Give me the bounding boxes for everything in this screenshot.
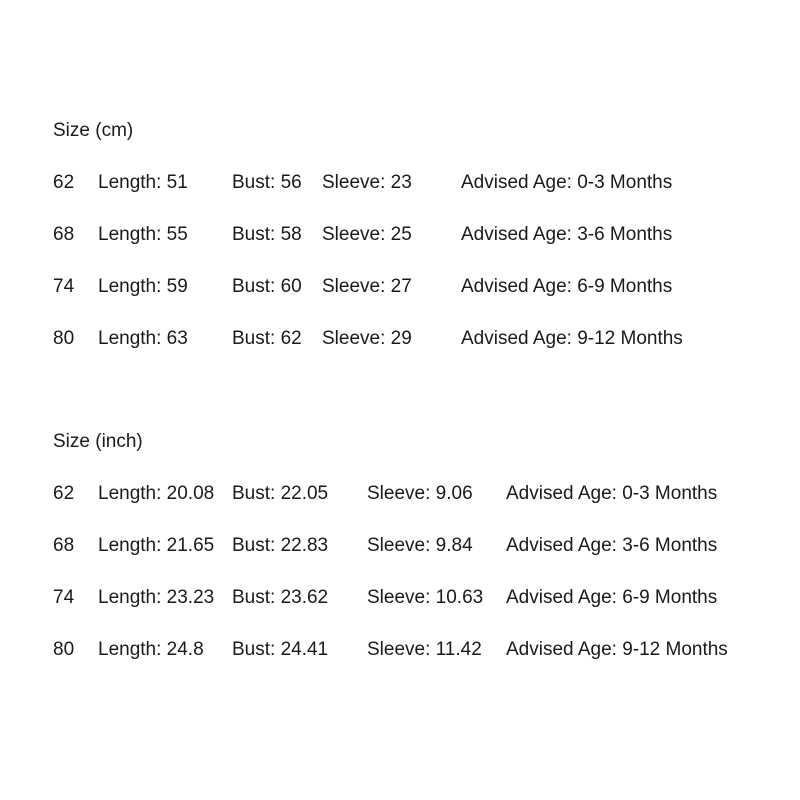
length-value: Length: 55 bbox=[98, 224, 188, 245]
sleeve-value: Sleeve: 9.84 bbox=[367, 535, 473, 556]
advised-age-value: Advised Age: 6-9 Months bbox=[461, 276, 673, 297]
table-row bbox=[0, 172, 800, 196]
size-value: 68 bbox=[53, 535, 75, 556]
advised-age-value: Advised Age: 3-6 Months bbox=[461, 224, 673, 245]
table-row bbox=[0, 276, 800, 300]
inch-table-title: Size (inch) bbox=[53, 431, 143, 452]
advised-age-value: Advised Age: 6-9 Months bbox=[506, 587, 718, 608]
cm-table-title: Size (cm) bbox=[53, 120, 134, 141]
bust-value: Bust: 60 bbox=[232, 276, 302, 297]
advised-age-value: Advised Age: 9-12 Months bbox=[506, 639, 728, 660]
advised-age-value: Advised Age: 0-3 Months bbox=[461, 172, 673, 193]
size-value: 74 bbox=[53, 587, 75, 608]
length-value: Length: 51 bbox=[98, 172, 188, 193]
table-row bbox=[0, 535, 800, 559]
sleeve-value: Sleeve: 11.42 bbox=[367, 639, 482, 660]
table-row bbox=[0, 328, 800, 352]
sleeve-value: Sleeve: 29 bbox=[322, 328, 412, 349]
length-value: Length: 23.23 bbox=[98, 587, 215, 608]
length-value: Length: 59 bbox=[98, 276, 188, 297]
sleeve-value: Sleeve: 27 bbox=[322, 276, 412, 297]
size-value: 74 bbox=[53, 276, 75, 297]
advised-age-value: Advised Age: 3-6 Months bbox=[506, 535, 718, 556]
bust-value: Bust: 56 bbox=[232, 172, 302, 193]
sleeve-value: Sleeve: 25 bbox=[322, 224, 412, 245]
table-row bbox=[0, 639, 800, 663]
advised-age-value: Advised Age: 0-3 Months bbox=[506, 483, 718, 504]
bust-value: Bust: 23.62 bbox=[232, 587, 329, 608]
size-value: 80 bbox=[53, 328, 75, 349]
length-value: Length: 63 bbox=[98, 328, 188, 349]
sleeve-value: Sleeve: 23 bbox=[322, 172, 412, 193]
size-value: 62 bbox=[53, 483, 75, 504]
sleeve-value: Sleeve: 10.63 bbox=[367, 587, 484, 608]
bust-value: Bust: 22.05 bbox=[232, 483, 329, 504]
sleeve-value: Sleeve: 9.06 bbox=[367, 483, 473, 504]
bust-value: Bust: 22.83 bbox=[232, 535, 329, 556]
table-row bbox=[0, 224, 800, 248]
size-value: 62 bbox=[53, 172, 75, 193]
table-row bbox=[0, 483, 800, 507]
size-value: 68 bbox=[53, 224, 75, 245]
size-value: 80 bbox=[53, 639, 75, 660]
length-value: Length: 24.8 bbox=[98, 639, 204, 660]
bust-value: Bust: 24.41 bbox=[232, 639, 329, 660]
advised-age-value: Advised Age: 9-12 Months bbox=[461, 328, 683, 349]
bust-value: Bust: 58 bbox=[232, 224, 302, 245]
length-value: Length: 21.65 bbox=[98, 535, 215, 556]
length-value: Length: 20.08 bbox=[98, 483, 215, 504]
bust-value: Bust: 62 bbox=[232, 328, 302, 349]
table-row bbox=[0, 587, 800, 611]
